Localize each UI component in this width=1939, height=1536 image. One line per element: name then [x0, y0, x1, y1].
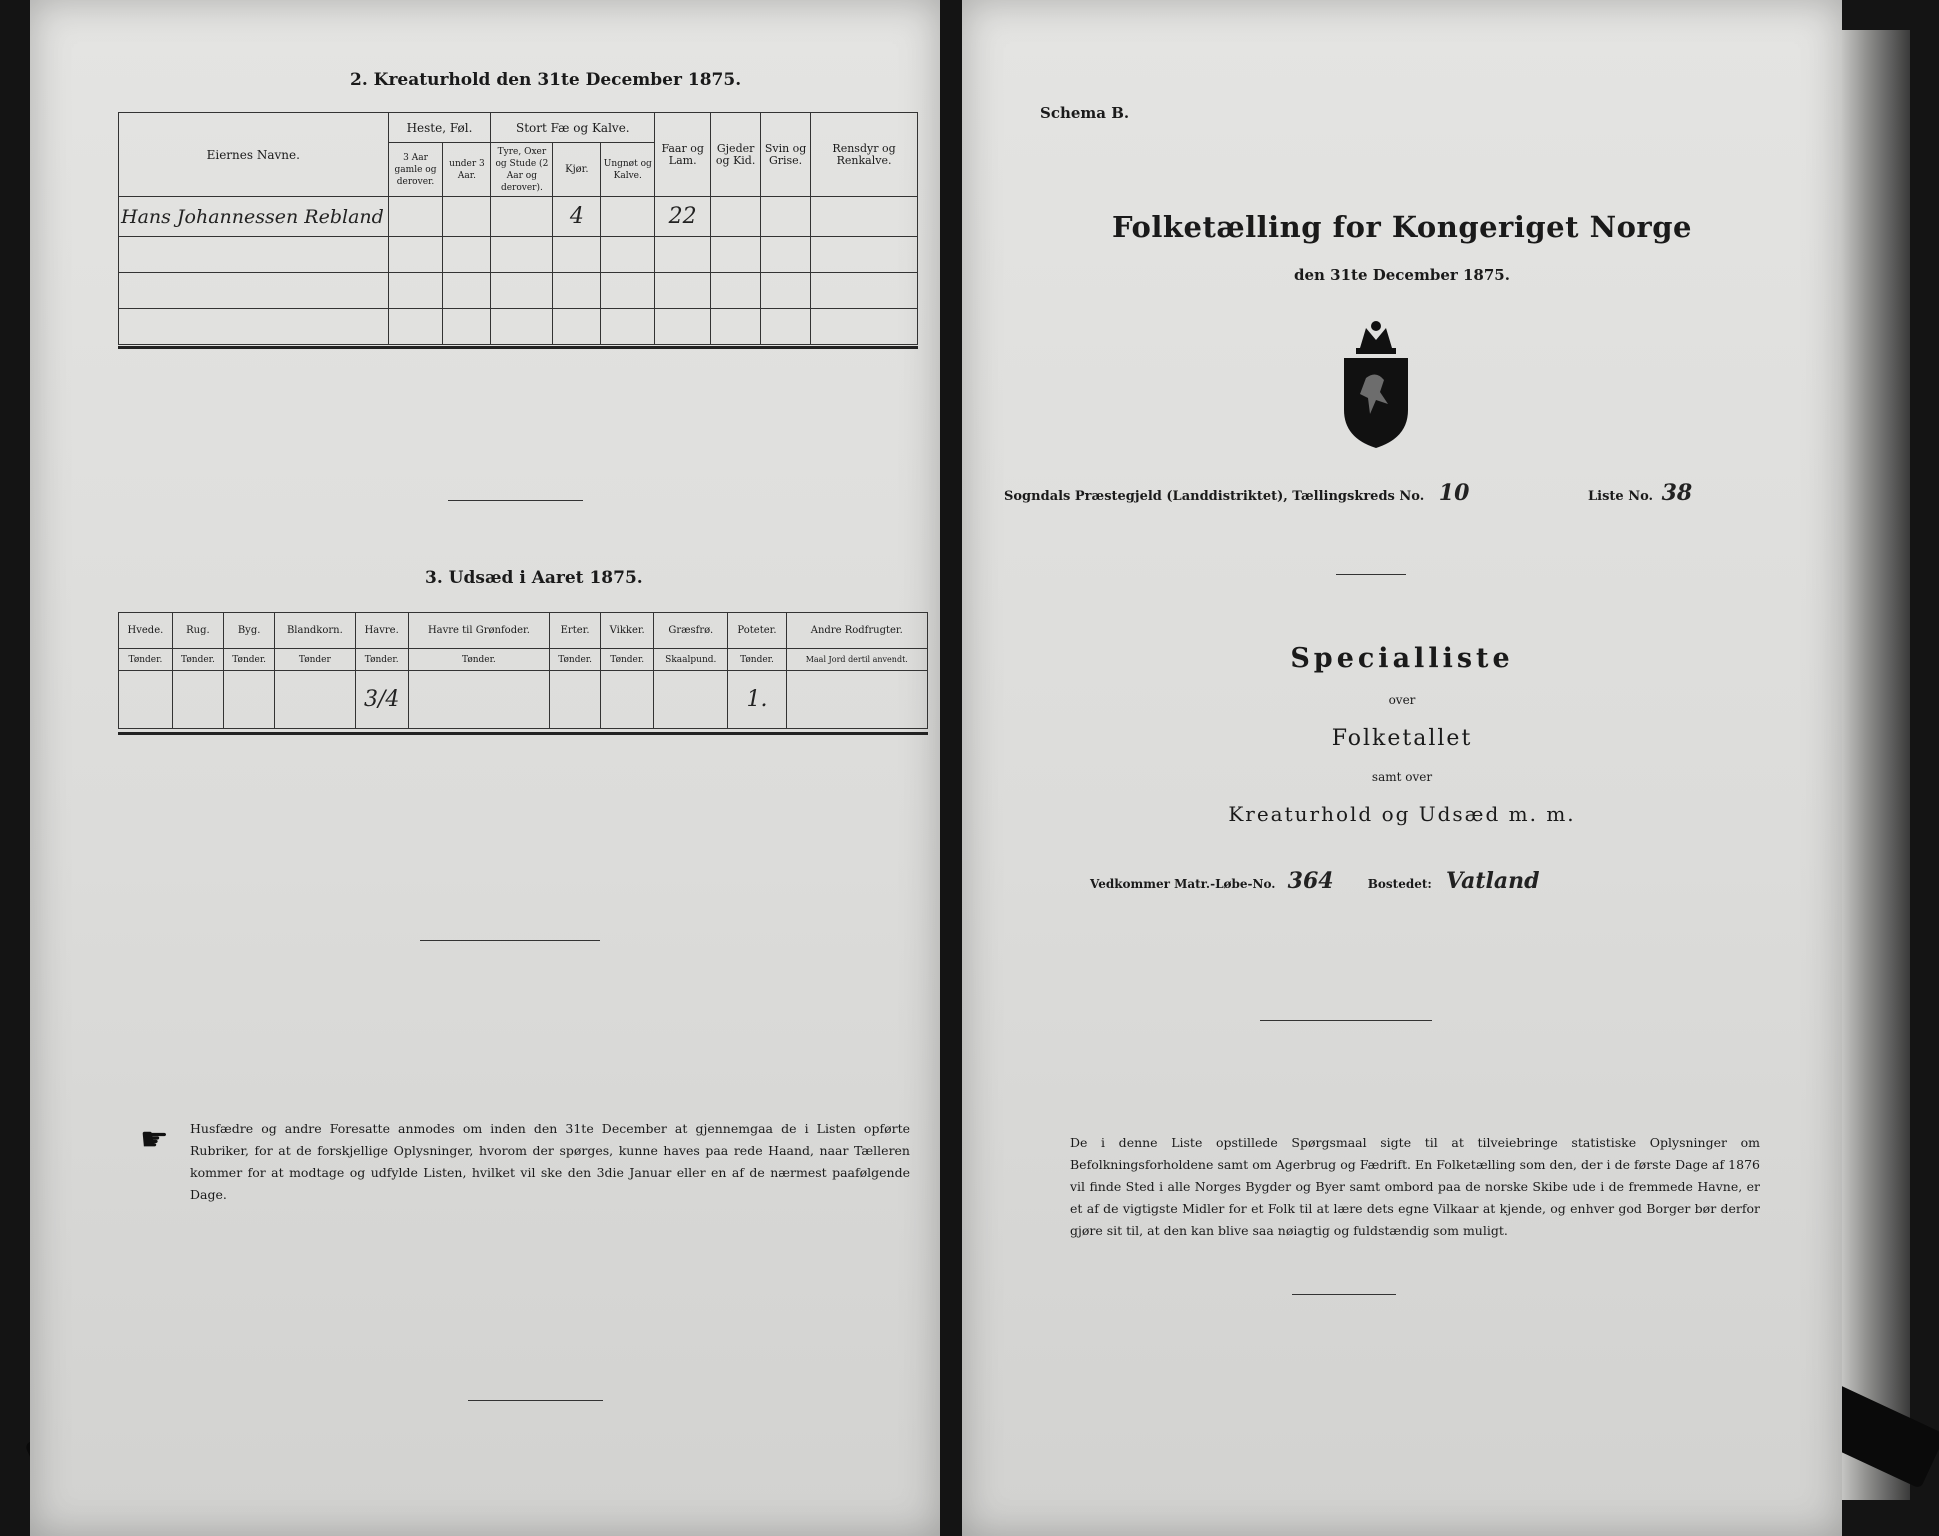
faar-cell: 22	[655, 197, 711, 237]
gjeder-header: Gjeder og Kid.	[711, 113, 761, 197]
cell	[388, 197, 443, 237]
district-label: Sogndals Præstegjeld (Landdistriktet), Tællingskreds No.	[1004, 489, 1425, 504]
udsaed-col-name: Blandkorn.	[275, 613, 355, 649]
udsaed-col-name: Rug.	[172, 613, 223, 649]
ungnot-header: Ungnøt og Kalve.	[601, 143, 655, 197]
udsaed-col-name: Poteter.	[728, 613, 786, 649]
kjor-header: Kjør.	[553, 143, 601, 197]
udsaed-col-name: Erter.	[549, 613, 600, 649]
cell	[491, 197, 553, 237]
main-title: Folketælling for Kongeriget Norge	[1112, 210, 1692, 244]
district-line	[1004, 480, 1469, 506]
folketallet-text: Folketallet	[1331, 726, 1473, 751]
stortfae-group-header: Stort Fæ og Kalve.	[491, 113, 655, 143]
table-bottom-rule	[118, 346, 918, 349]
havre-cell: 3/4	[355, 671, 408, 729]
separator-rule	[1260, 1020, 1432, 1021]
cell	[443, 197, 491, 237]
table-row	[119, 197, 918, 237]
cell	[601, 197, 655, 237]
udsaed-col-unit: Tønder.	[601, 649, 654, 671]
cell	[811, 197, 918, 237]
udsaed-bottom-rule	[118, 732, 928, 735]
udsaed-col-unit: Tønder.	[224, 649, 275, 671]
main-subtitle: den 31te December 1875.	[1294, 266, 1510, 284]
cell	[711, 197, 761, 237]
udsaed-name-row	[119, 613, 928, 649]
left-page	[30, 0, 940, 1536]
table-row	[119, 671, 928, 729]
liste-no: 38	[1661, 480, 1693, 506]
liste-label: Liste No.	[1588, 489, 1654, 504]
udsaed-col-unit: Tønder.	[549, 649, 600, 671]
udsaed-col-unit: Tønder.	[355, 649, 408, 671]
pointing-hand-icon: ☛	[140, 1120, 169, 1158]
owner-cell: Hans Johannessen Rebland	[119, 197, 389, 237]
udsaed-col-unit: Tønder.	[119, 649, 173, 671]
udsaed-col-name: Havre.	[355, 613, 408, 649]
section2-title: 2. Kreaturhold den 31te December 1875.	[350, 70, 742, 90]
udsaed-col-name: Vikker.	[601, 613, 654, 649]
poteter-cell: 1.	[728, 671, 786, 729]
udsaed-col-unit: Skaalpund.	[654, 649, 728, 671]
coat-of-arms-icon	[1336, 318, 1416, 450]
matr-line	[1090, 868, 1540, 894]
notice-text: Husfædre og andre Foresatte anmodes om inden den 31te December at gjennemgaa de i Listen opførte Rubriker, for at de forskjellige Oplysninger, hvorom der spørges, kunne haves paa rede Haand, naar Tælleren kommer for at modtage og udfylde Listen, hvilket vil ske den 3die Januar eller en af de nærmest paafølgende Dage.	[190, 1121, 910, 1202]
schema-label: Schema B.	[1040, 104, 1130, 122]
matr-no: 364	[1287, 868, 1334, 894]
section3-title: 3. Udsæd i Aaret 1875.	[425, 568, 643, 588]
liste-line	[1588, 480, 1692, 506]
table-row	[119, 273, 918, 309]
svin-header: Svin og Grise.	[761, 113, 811, 197]
separator-rule	[448, 500, 583, 501]
rensdyr-header: Rensdyr og Renkalve.	[811, 113, 918, 197]
separator-rule	[420, 940, 600, 941]
right-page	[962, 0, 1842, 1536]
table-row	[119, 309, 918, 345]
tyre-header: Tyre, Oxer og Stude (2 Aar og derover).	[491, 143, 553, 197]
table-row	[119, 237, 918, 273]
udsaed-col-unit: Tønder.	[408, 649, 549, 671]
heste-group-header: Heste, Føl.	[388, 113, 491, 143]
over-text: over	[1388, 693, 1416, 707]
udsaed-col-unit: Tønder.	[172, 649, 223, 671]
bostedet-label: Bostedet:	[1367, 877, 1432, 891]
kreaturhold-text: Kreaturhold og Udsæd m. m.	[1228, 802, 1576, 826]
separator-rule	[1336, 574, 1406, 575]
udsaed-col-name: Havre til Grønfoder.	[408, 613, 549, 649]
udsaed-col-unit: Tønder	[275, 649, 355, 671]
udsaed-table	[118, 612, 928, 729]
udsaed-col-unit: Tønder.	[728, 649, 786, 671]
separator-rule	[468, 1400, 603, 1401]
bostedet-value: Vatland	[1446, 868, 1540, 894]
kjor-cell: 4	[553, 197, 601, 237]
explanation-paragraph: De i denne Liste opstillede Spørgsmaal sigte til at tilveiebringe statistiske Oplysninger om Befolkningsforholdene samt om Agerbrug og Fædrift. En Folketælling som den, der i de første Dage af 1876 vil finde Sted i alle Norges Bygder og Byer samt ombord paa de norske Skibe ude i de fremmede Havne, er et af de vigtigste Midler for et Folk til at lære dets egne Vilkaar at kjende, og enhver god Borger bør derfor gjøre sit til, at den kan blive saa nøiagtig og fuldstændig som muligt.	[1070, 1135, 1760, 1238]
udsaed-col-name: Byg.	[224, 613, 275, 649]
heste-under-header: under 3 Aar.	[443, 143, 491, 197]
owner-header: Eiernes Navne.	[119, 113, 389, 197]
kreaturhold-table	[118, 112, 918, 345]
district-no: 10	[1438, 480, 1470, 506]
specialliste-title: Specialliste	[1290, 643, 1514, 674]
heste-3aar-header: 3 Aar gamle og derover.	[388, 143, 443, 197]
cell	[761, 197, 811, 237]
faar-header: Faar og Lam.	[655, 113, 711, 197]
samt-over-text: samt over	[1371, 770, 1433, 784]
udsaed-col-name: Hvede.	[119, 613, 173, 649]
udsaed-col-unit: Maal Jord dertil anvendt.	[786, 649, 927, 671]
udsaed-unit-row	[119, 649, 928, 671]
matr-label: Vedkommer Matr.-Løbe-No.	[1090, 877, 1276, 891]
udsaed-col-name: Græsfrø.	[654, 613, 728, 649]
page-stack-edge	[1840, 30, 1910, 1500]
separator-rule	[1292, 1294, 1396, 1295]
udsaed-col-name: Andre Rodfrugter.	[786, 613, 927, 649]
